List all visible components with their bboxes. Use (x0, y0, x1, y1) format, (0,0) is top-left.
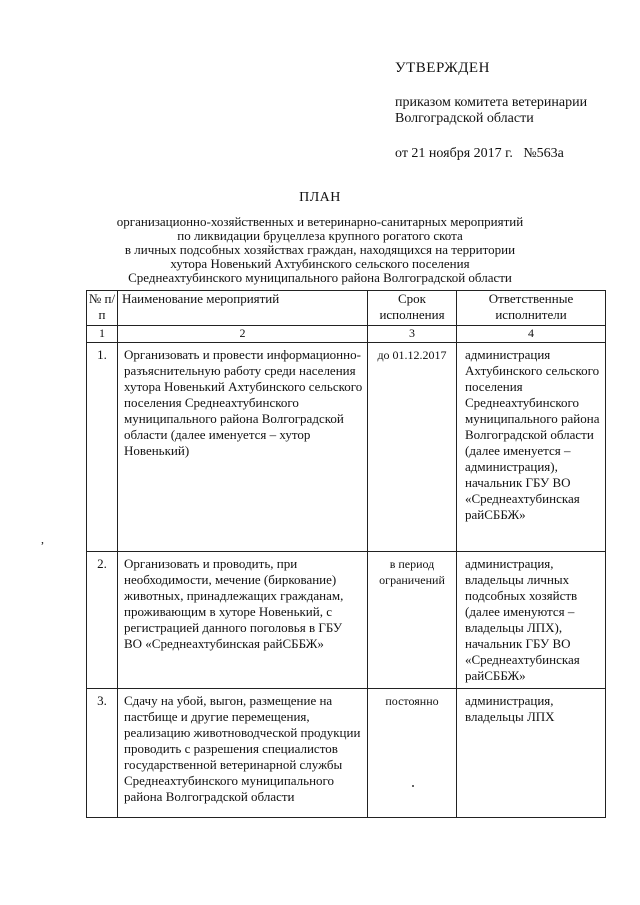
header-executors: Ответственные исполнители (457, 291, 606, 326)
column-number: 2 (118, 326, 368, 343)
column-number: 3 (368, 326, 457, 343)
row-executors: администрация, владельцы ЛПХ (465, 693, 555, 724)
table-row (87, 552, 606, 689)
table-row (87, 689, 606, 818)
row-term: до 01.12.2017 (377, 348, 447, 362)
approval-order-line1: приказом комитета ветеринарии (395, 95, 588, 110)
table-header-row (87, 291, 606, 326)
plan-subtitle-line: Среднеахтубинского муниципального района Волгоградской области (128, 270, 512, 285)
row-number: 1. (97, 347, 107, 362)
approval-date: от 21 ноября 2017 г. №563а (395, 146, 564, 161)
row-number: 3. (97, 693, 107, 708)
plan-title: ПЛАН (299, 190, 341, 205)
row-event-name: Организовать и провести информационно-разъяснительную работу среди населения хутора Новенький Ахтубинского сельского поселения Среднеахтубинского муниципального района Волгоградской области (далее именуется – хутор Новенький) (124, 347, 363, 458)
speck-mark (412, 785, 414, 787)
row-term: в период ограничений (379, 557, 445, 587)
row-number: 2. (97, 556, 107, 571)
stray-mark: , (41, 532, 44, 546)
header-name: Наименование мероприятий (118, 291, 368, 326)
approval-heading: УТВЕРЖДЕН (395, 60, 490, 76)
column-number: 1 (87, 326, 118, 343)
row-executors: администрация Ахтубинского сельского поселения Среднеахтубинского муниципального района Волгоградской области (далее именуется – администрация), начальник ГБУ ВО «Среднеахтубинская райСББЖ» (465, 347, 600, 522)
row-event-name: Организовать и проводить, при необходимости, мечение (биркование) животных, принадлежащих гражданам, проживающим в хуторе Новенький, с регистрацией данного поголовья в ГБУ ВО «Среднеахтубинская райСББЖ» (124, 556, 344, 651)
plan-subtitle-line: организационно-хозяйственных и ветеринарно-санитарных мероприятий (116, 214, 524, 229)
approval-order-line2: Волгоградской области (395, 111, 534, 126)
header-number: № п/п (87, 291, 118, 326)
approval-block (395, 60, 635, 162)
events-table (86, 290, 606, 818)
table-row (87, 343, 606, 552)
column-number: 4 (457, 326, 606, 343)
approval-order (395, 95, 635, 127)
plan-subtitle (100, 215, 540, 285)
row-executors: администрация, владельцы личных подсобных хозяйств (далее именуются – владельцы ЛПХ), начальник ГБУ ВО «Среднеахтубинская райСББЖ» (465, 556, 580, 683)
plan-subtitle-line: по ликвидации бруцеллеза крупного рогатого скота (177, 228, 463, 243)
row-term: постоянно (385, 694, 439, 708)
plan-subtitle-line: в личных подсобных хозяйствах граждан, находящихся на территории (124, 242, 516, 257)
row-event-name: Сдачу на убой, выгон, размещение на пастбище и другие перемещения, реализацию животноводческой продукции проводить с разрешения специалистов государственной ветеринарной службы Среднеахтубинского муниципального района Волгоградской области (124, 693, 361, 804)
plan-subtitle-line: хутора Новенький Ахтубинского сельского поселения (170, 256, 470, 271)
column-number-row (87, 326, 606, 343)
header-term: Срок исполнения (368, 291, 457, 326)
